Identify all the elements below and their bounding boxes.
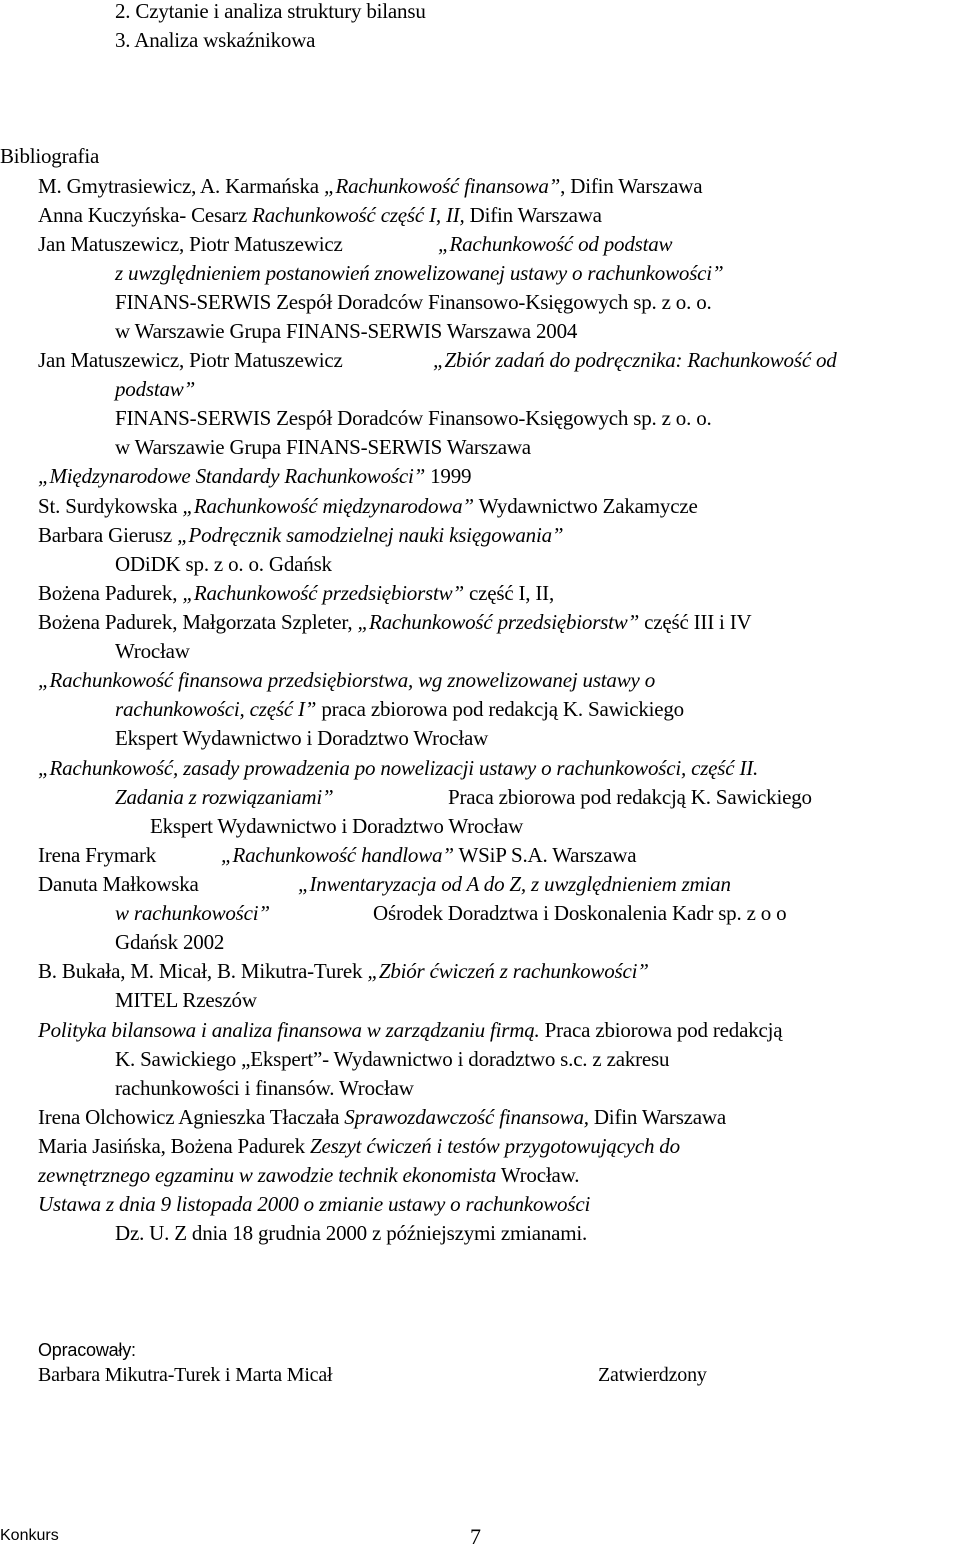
bib-entry-matuszewicz-2-publisher: FINANS-SERWIS Zespół Doradców Finansowo-Księgowych sp. z o. o.: [115, 406, 712, 430]
bib-entry-matuszewicz-1-publisher: FINANS-SERWIS Zespół Doradców Finansowo-Księgowych sp. z o. o.: [115, 290, 712, 314]
bib-entry-surdykowska: St. Surdykowska „Rachunkowość międzynarodowa” Wydawnictwo Zakamycze: [38, 494, 698, 518]
bib-entry-gierusz: Barbara Gierusz „Podręcznik samodzielnej nauki księgowania”: [38, 523, 564, 547]
bib-entry-rach-zasady-cont: Zadania z rozwiązaniami” Praca zbiorowa pod redakcją K. Sawickiego: [115, 785, 812, 809]
bib-entry-padurek-1: Bożena Padurek, „Rachunkowość przedsiębiorstw” część I, II,: [38, 581, 555, 605]
bib-entry-rach-zasady: „Rachunkowość, zasady prowadzenia po nowelizacji ustawy o rachunkowości, część II.: [38, 756, 759, 780]
toc-item-2: 2. Czytanie i analiza struktury bilansu: [115, 0, 426, 23]
bib-entry-matuszewicz-1-cont: z uwzględnieniem postanowień znowelizowanej ustawy o rachunkowości”: [115, 261, 724, 285]
bib-entry-padurek-2-place: Wrocław: [115, 639, 190, 663]
bib-entry-matuszewicz-1: Jan Matuszewicz, Piotr Matuszewicz „Rachunkowość od podstaw: [38, 232, 673, 256]
bib-entry-jasinska-cont: zewnętrznego egzaminu w zawodzie technik ekonomista Wrocław.: [38, 1163, 580, 1187]
bib-entry-malkowska: Danuta Małkowska „Inwentaryzacja od A do Z, z uwzględnieniem zmian: [38, 872, 731, 896]
footer-konkurs: Konkurs: [0, 1527, 59, 1544]
bib-entry-bukala: B. Bukała, M. Micał, B. Mikutra-Turek „Zbiór ćwiczeń z rachunkowości”: [38, 959, 649, 983]
bib-entry-malkowska-place: Gdańsk 2002: [115, 930, 225, 954]
bib-entry-msr: „Międzynarodowe Standardy Rachunkowości” 1999: [38, 464, 472, 488]
bib-entry-jasinska: Maria Jasińska, Bożena Padurek Zeszyt ćwiczeń i testów przygotowujących do: [38, 1134, 680, 1158]
bib-entry-matuszewicz-2-cont: podstaw”: [115, 377, 196, 401]
bib-entry-polityka-place: rachunkowości i finansów. Wrocław: [115, 1076, 414, 1100]
toc-item-3: 3. Analiza wskaźnikowa: [115, 28, 316, 52]
bib-entry-frymark: Irena Frymark „Rachunkowość handlowa” WSiP S.A. Warszawa: [38, 843, 637, 867]
bib-entry-gmytrasiewicz: M. Gmytrasiewicz, A. Karmańska „Rachunkowość finansowa”, Difin Warszawa: [38, 174, 703, 198]
bib-entry-rach-finansowa-publisher: Ekspert Wydawnictwo i Doradztwo Wrocław: [115, 726, 489, 750]
bib-entry-ustawa: Ustawa z dnia 9 listopada 2000 o zmianie ustawy o rachunkowości: [38, 1192, 591, 1216]
bibliography-heading: Bibliografia: [0, 144, 100, 168]
bib-entry-rach-zasady-publisher: Ekspert Wydawnictwo i Doradztwo Wrocław: [150, 814, 524, 838]
bib-entry-olchowicz: Irena Olchowicz Agnieszka Tłaczała Sprawozdawczość finansowa, Difin Warszawa: [38, 1105, 726, 1129]
bib-entry-bukala-publisher: MITEL Rzeszów: [115, 988, 257, 1012]
bib-entry-malkowska-cont: w rachunkowości” Ośrodek Doradztwa i Doskonalenia Kadr sp. z o o: [115, 901, 787, 925]
bib-entry-rach-finansowa: „Rachunkowość finansowa przedsiębiorstwa, wg znowelizowanej ustawy o: [38, 668, 656, 692]
prepared-by-authors: Barbara Mikutra-Turek i Marta Micał: [38, 1364, 333, 1386]
prepared-by-label: Opracowały:: [38, 1340, 136, 1360]
bib-entry-matuszewicz-2-place: w Warszawie Grupa FINANS-SERWIS Warszawa: [115, 435, 531, 459]
bib-entry-rach-finansowa-cont: rachunkowości, część I” praca zbiorowa pod redakcją K. Sawickiego: [115, 697, 684, 721]
bib-entry-polityka: Polityka bilansowa i analiza finansowa w zarządzaniu firmą. Praca zbiorowa pod redakcją: [38, 1018, 783, 1042]
page-number: 7: [470, 1524, 481, 1549]
bib-entry-polityka-cont: K. Sawickiego „Ekspert”- Wydawnictwo i doradztwo s.c. z zakresu: [115, 1047, 670, 1071]
bib-entry-matuszewicz-2: Jan Matuszewicz, Piotr Matuszewicz „Zbiór zadań do podręcznika: Rachunkowość od: [38, 348, 837, 372]
bib-entry-gierusz-publisher: ODiDK sp. z o. o. Gdańsk: [115, 552, 332, 576]
bib-entry-kuczynska: Anna Kuczyńska- Cesarz Rachunkowość część I, II, Difin Warszawa: [38, 203, 602, 227]
bib-entry-padurek-2: Bożena Padurek, Małgorzata Szpleter, „Rachunkowość przedsiębiorstw” część III i IV: [38, 610, 752, 634]
approved-label: Zatwierdzony: [598, 1364, 707, 1386]
bib-entry-matuszewicz-1-place: w Warszawie Grupa FINANS-SERWIS Warszawa 2004: [115, 319, 578, 343]
bib-entry-ustawa-dz-u: Dz. U. Z dnia 18 grudnia 2000 z późniejszymi zmianami.: [115, 1221, 588, 1245]
